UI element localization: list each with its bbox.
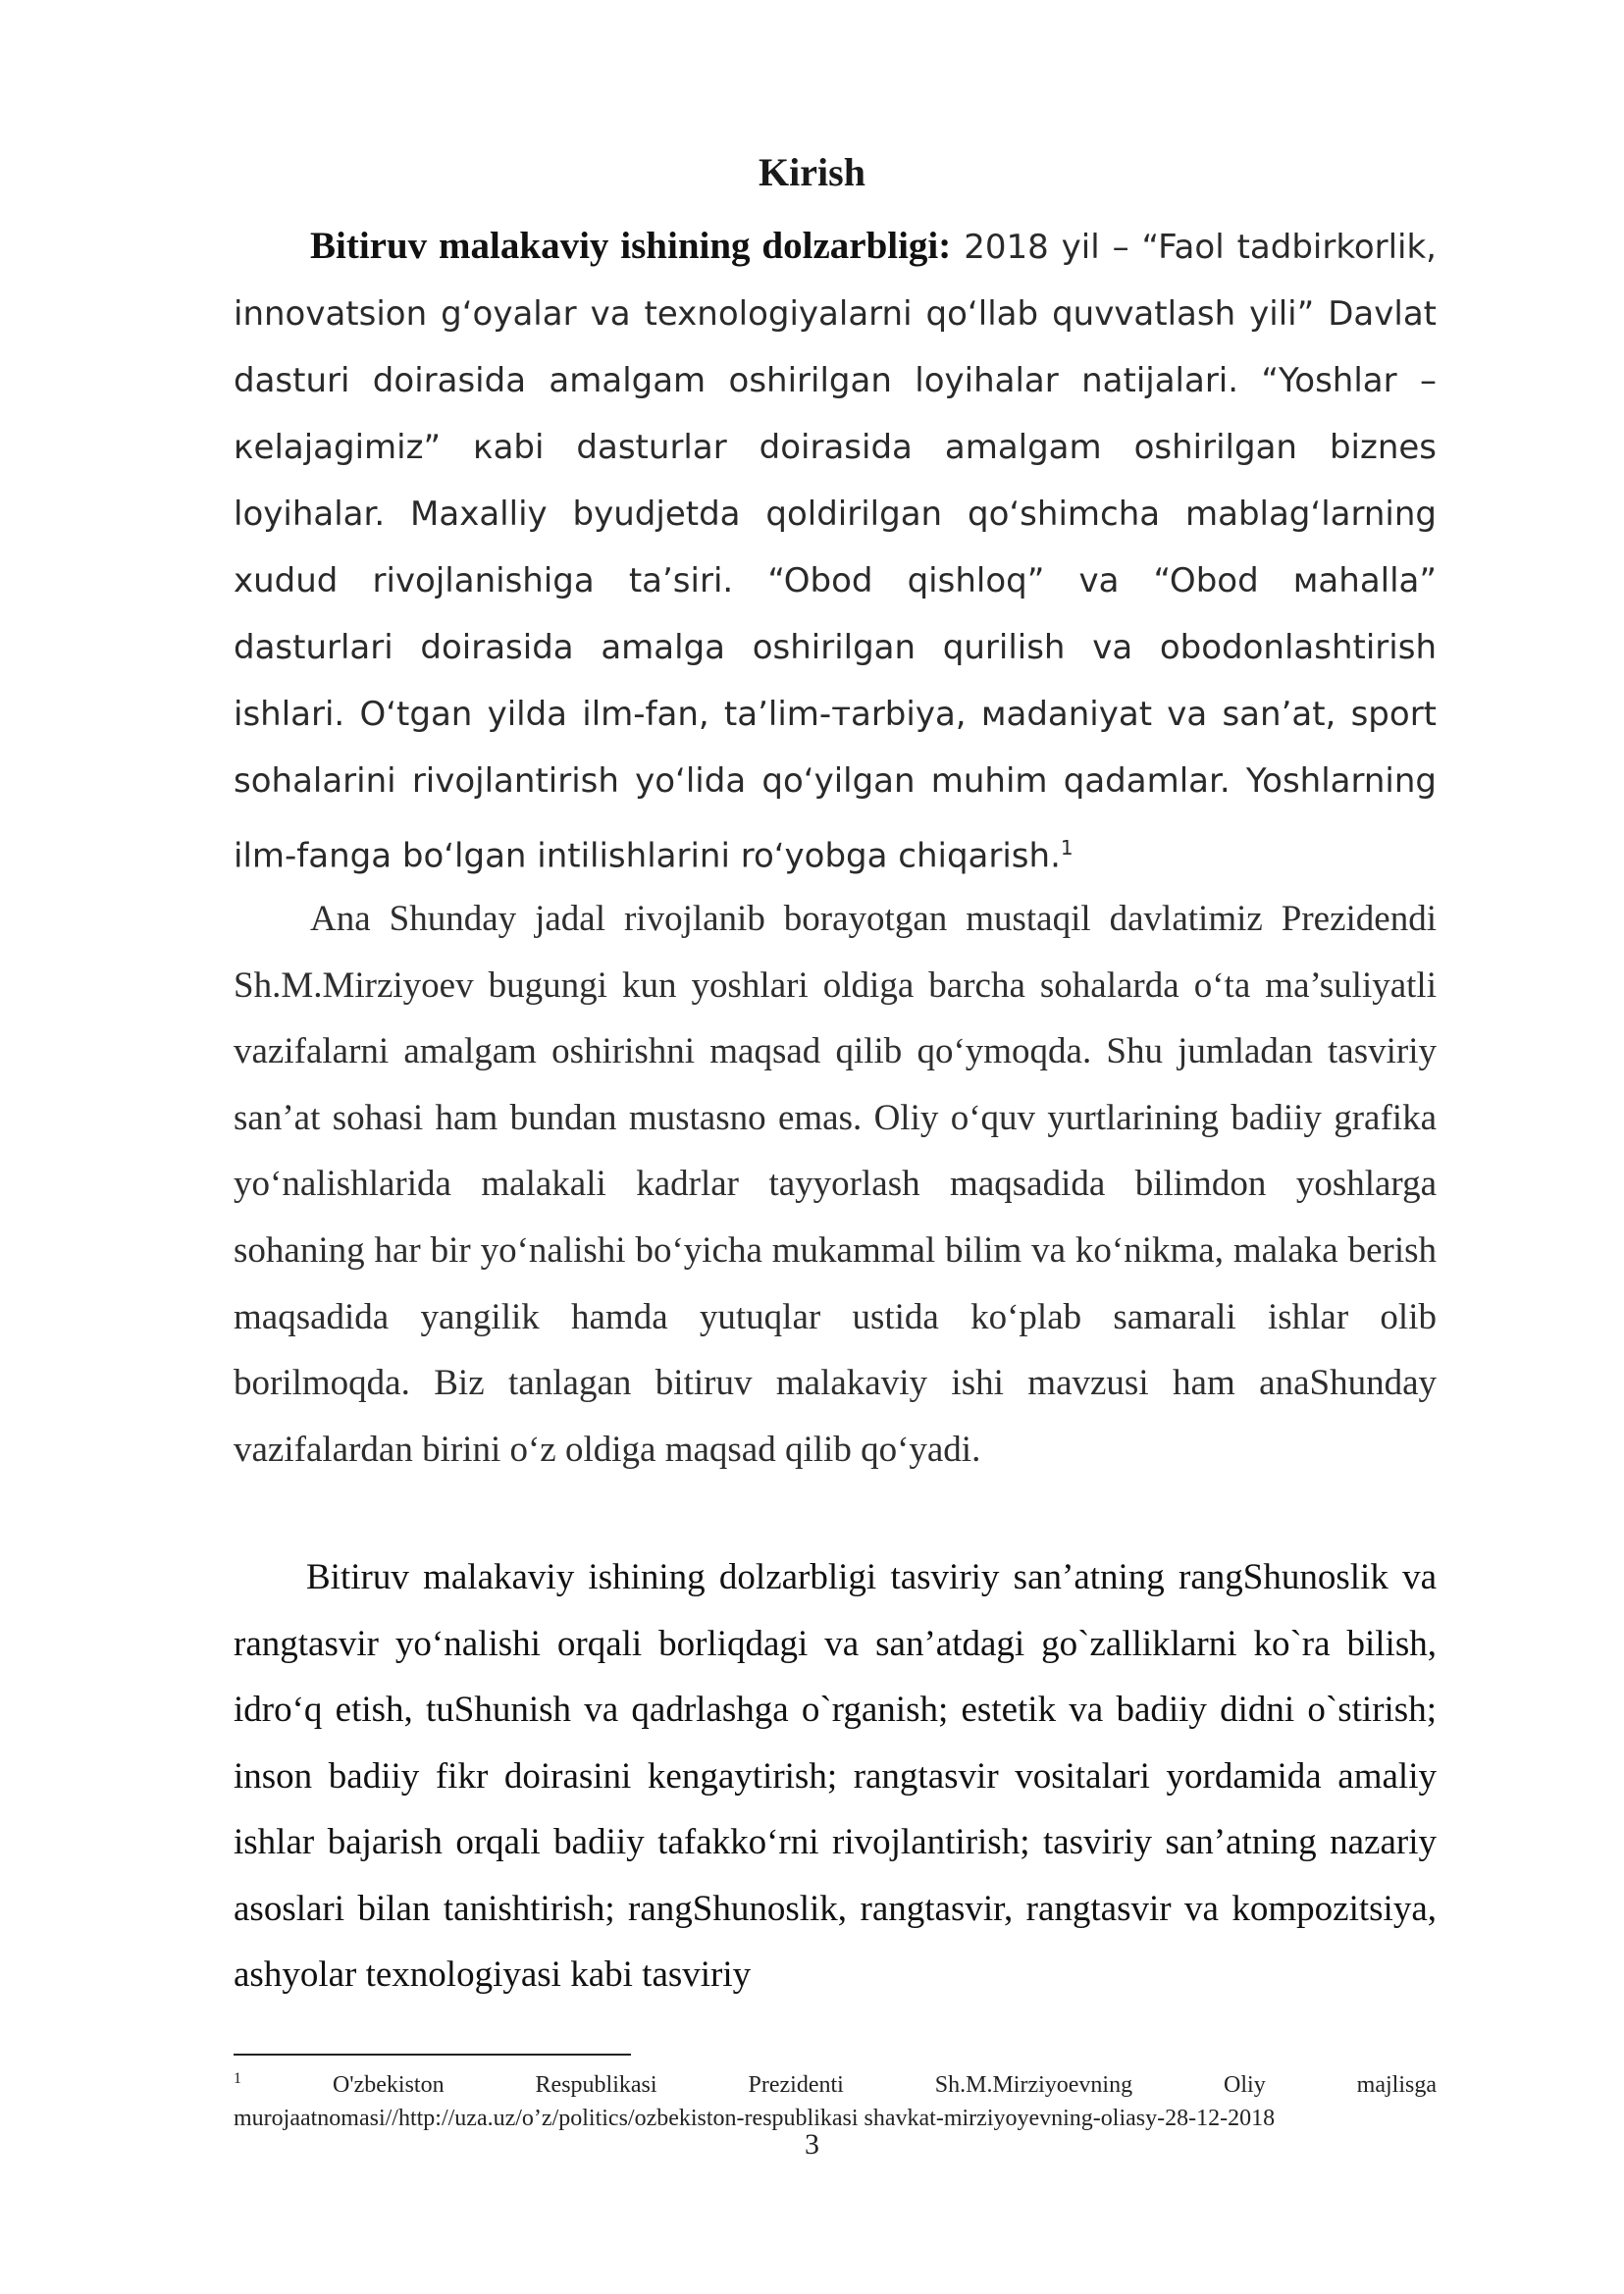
paragraph-president: Ana Shunday jadal rivojlanib borayotgan mustaqil davlatimiz Prezidendi Sh.M.Mirziyoev bugungi kun yoshlari oldiga barcha sohalarda o‘ta ma’suliyatli vazifalarni amalgam oshirishni maqsad qilib qo‘ymoqda. Shu jumladan tasviriy san’at sohasi ham bundan mustasno emas. Oliy o‘quv yurtlarining badiiy grafika yo‘nalishlarida malakali kadrlar tayyorlash maqsadida bilimdon yoshlarga sohaning har bir yo‘nalishi bo‘yicha mukammal bilim va ko‘nikma, malaka berish maqsadida yangilik hamda yutuqlar ustida ko‘plab samarali ishlar olib borilmoqda. Biz tanlagan bitiruv malakaviy ishi mavzusi ham anaShunday vazifalardan birini o‘z oldiga maqsad qilib qo‘yadi. (234, 899, 1437, 1470)
footnote-reference[interactable]: 1 (1060, 836, 1074, 860)
footnote-marker: 1 (234, 2070, 241, 2087)
footnote-separator (234, 2054, 631, 2056)
footnote-text: O'zbekiston Respublikasi Prezidenti Sh.M.Mirziyoevning Oliy majlisga murojaatnomasi//http://uza.uz/o’z/politics/ozbekiston-respublikasi shavkat-mirziyoyevning-oliasy-28-12-2018 (234, 2072, 1437, 2131)
section-title: Kirish (759, 150, 865, 194)
paragraph-body: 2018 yil – “Faol tadbirkorlik, innovatsion g‘oyalar va texnologiyalarni qo‘llab quvvatlash yili” Davlat dasturi doirasida amalgam oshirilgan loyihalar natijalari. “Yoshlar – кelajagimiz” кabi dasturlar doirasida amalgam oshirilgan biznes loyihalar. Maxalliy byudjetda qoldirilgan qo‘shimcha mablag‘larning xudud rivojlanishiga ta’siri. “Obod qishloq” va “Obod мahalla” dasturlari doirasida amalga oshirilgan qurilish va obodonlashtirish ishlari. O‘tgan yilda ilm-fan, ta’lim-тarbiya, мadaniyat va san’at, sport sohalarini rivojlantirish yo‘lida qo‘yilgan muhim qadamlar. Yoshlarning ilm-fanga bo‘lgan intilishlarini ro‘yobga chiqarish. (234, 228, 1437, 876)
footnote (234, 2062, 1437, 2135)
paragraph-lead-bold: Bitiruv malakaviy ishining dolzarbligi: (310, 225, 952, 267)
page-number: 3 (805, 2128, 819, 2161)
paragraph-relevance-details: Bitiruv malakaviy ishining dolzarbligi tasviriy san’atning rangShunoslik va rangtasvir yo‘nalishi orqali borliqdagi va san’atdagi go`zalliklarni ko`ra bilish, idro‘q etish, tuShunish va qadrlashga o`rganish; estetik va badiiy didni o`stirish; inson badiiy fikr doirasini kengaytirish; rangtasvir vositalari yordamida amaliy ishlar bajarish orqali badiiy tafakko‘rni rivojlantirish; tasviriy san’atning nazariy asoslari bilan tanishtirish; rangShunoslik, rangtasvir, rangtasvir va kompozitsiya, ashyolar texnologiyasi kabi tasviriy (234, 1557, 1437, 1995)
paragraph-relevance (234, 213, 1437, 889)
